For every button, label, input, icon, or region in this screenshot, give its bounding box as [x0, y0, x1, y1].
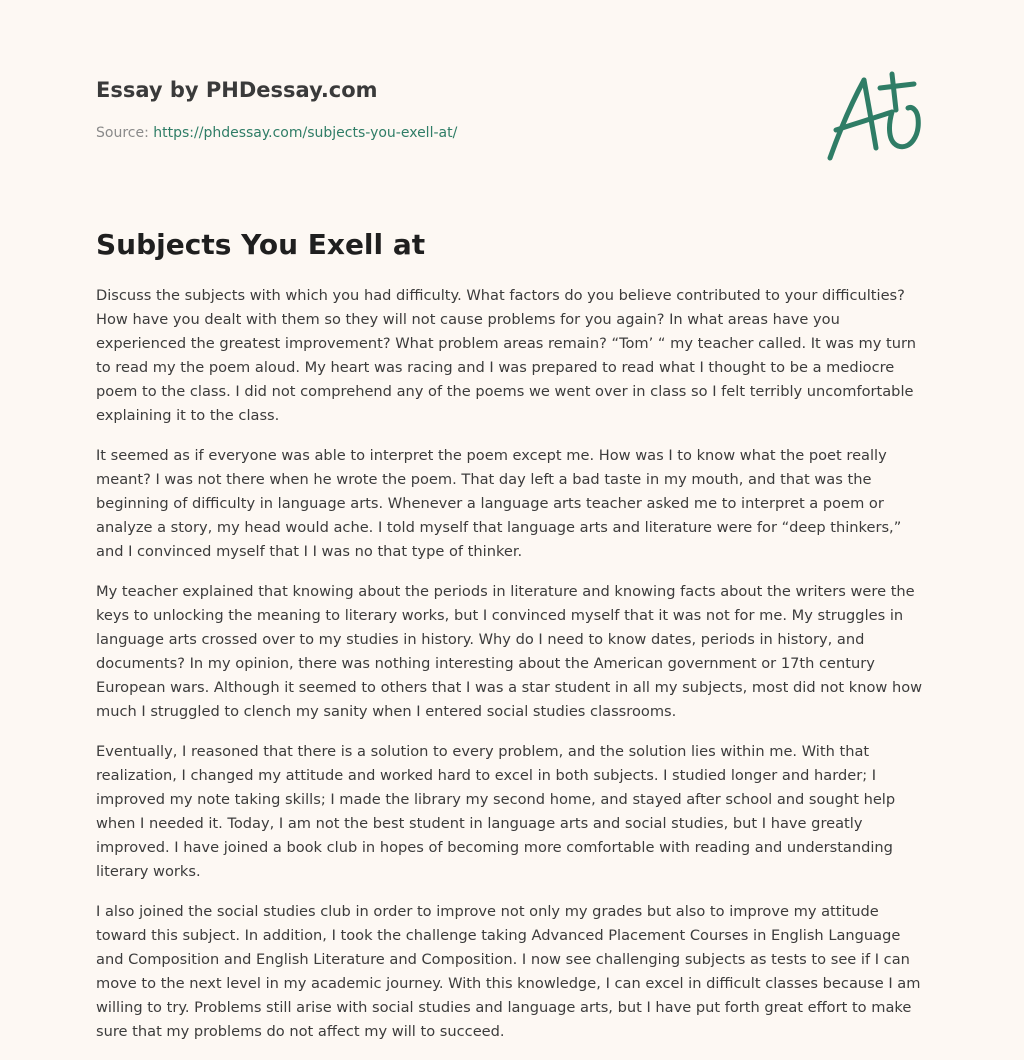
source-label: Source:	[96, 125, 149, 141]
a-plus-grade-icon	[822, 66, 926, 166]
page-header	[96, 76, 936, 142]
site-title: Essay by PHDessay.com	[96, 78, 378, 102]
essay-paragraph: It seemed as if everyone was able to interpret the poem except me. How was I to know what the poet really meant? I was not there when he wrote the poem. That day left a bad taste in my mouth, and that was the beginning of difficulty in language arts. Whenever a language arts teacher asked me to interpret a poem or analyze a story, my head would ache. I told myself that language arts and literature were for “deep thinkers,” and I convinced myself that I I was no that type of thinker.	[96, 447, 902, 560]
essay-paragraph: My teacher explained that knowing about the periods in literature and knowing facts about the writers were the keys to unlocking the meaning to literary works, but I convinced myself that it was not for me. My struggles in language arts crossed over to my studies in history. Why do I need to know dates, periods in history, and documents? In my opinion, there was nothing interesting about the American government or 17th century European wars. Although it seemed to others that I was a star student in all my subjects, most did not know how much I struggled to clench my sanity when I entered social studies classrooms.	[96, 583, 923, 720]
essay-paragraph: Discuss the subjects with which you had difficulty. What factors do you believe contributed to your difficulties? How have you dealt with them so they will not cause problems for you again? In what areas have you experienced the greatest improvement? What problem areas remain? “Tom’ “ my teacher called. It was my turn to read my the poem aloud. My heart was racing and I was prepared to read what I thought to be a mediocre poem to the class. I did not comprehend any of the poems we went over in class so I felt terribly uncomfortable explaining it to the class.	[96, 287, 916, 424]
essay-body	[96, 284, 930, 1060]
essay-paragraph: I also joined the social studies club in order to improve not only my grades but also to improve my attitude toward this subject. In addition, I took the challenge taking Advanced Placement Courses in English Language and Composition and English Literature and Composition. I now see challenging subjects as tests to see if I can move to the next level in my academic journey. With this knowledge, I can excel in difficult classes because I am willing to try. Problems still arise with social studies and language arts, but I have put forth great effort to make sure that my problems do not affect my will to succeed.	[96, 903, 921, 1040]
source-line	[96, 124, 936, 142]
essay-title: Subjects You Exell at	[96, 228, 426, 261]
essay-paragraph: Eventually, I reasoned that there is a solution to every problem, and the solution lies within me. With that realization, I changed my attitude and worked hard to excel in both subjects. I studied longer and harder; I improved my note taking skills; I made the library my second home, and stayed after school and sought help when I needed it. Today, I am not the best student in language arts and social studies, but I have greatly improved. I have joined a book club in hopes of becoming more comfortable with reading and understanding literary works.	[96, 743, 896, 880]
source-link[interactable]: https://phdessay.com/subjects-you-exell-at/	[153, 125, 458, 141]
